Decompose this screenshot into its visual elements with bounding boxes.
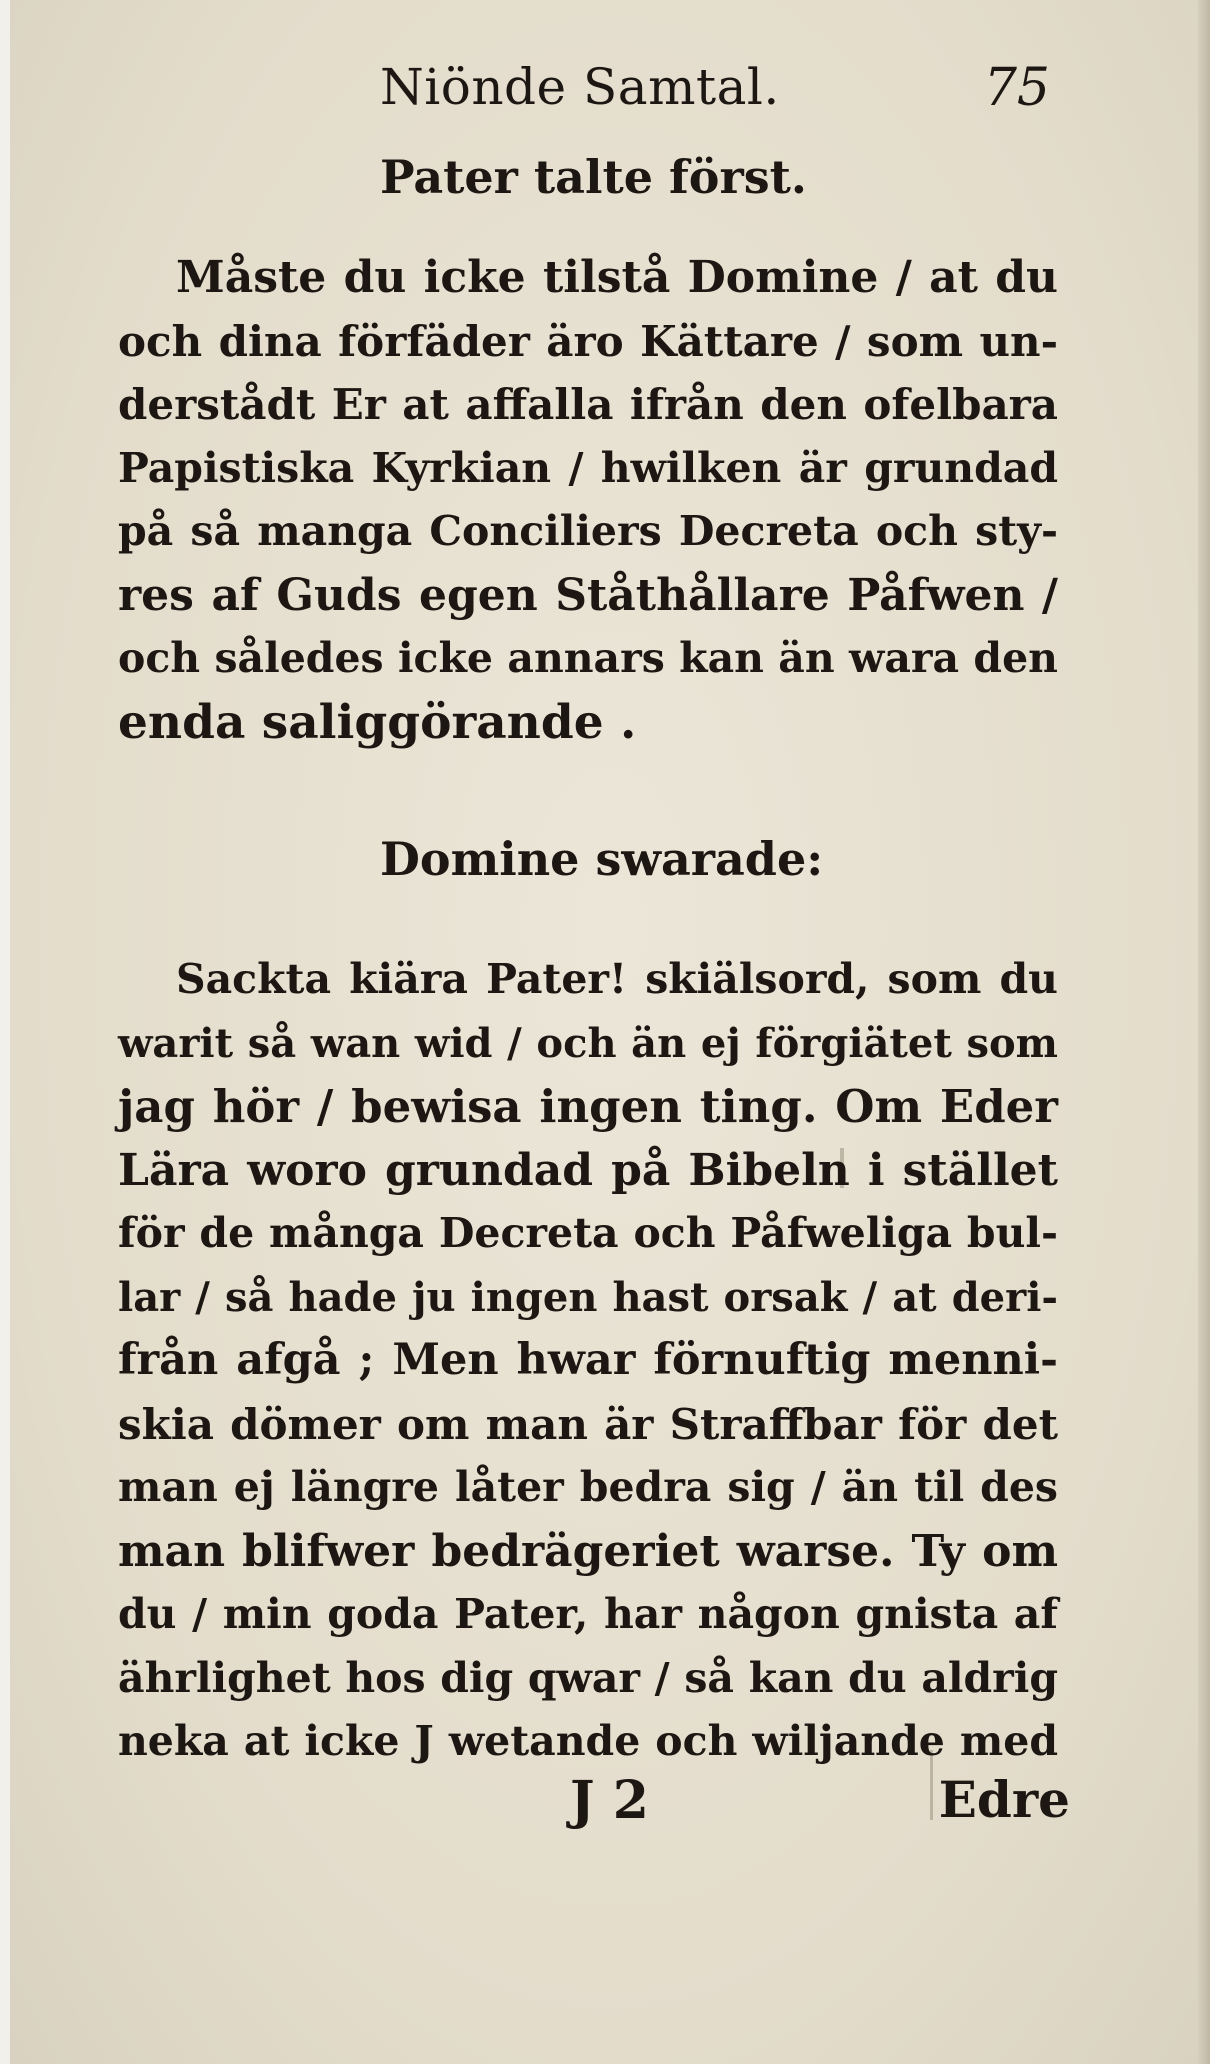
- signature-mark: J 2: [570, 1770, 649, 1831]
- page-header: [370, 58, 1070, 128]
- text-line: du / min goda Pater, har någon gnista af: [118, 1590, 1058, 1638]
- text-line: lar / så hade ju ingen hast orsak / at deri-: [118, 1273, 1058, 1321]
- text-line: skia dömer om man är Straffbar för det: [118, 1399, 1058, 1449]
- text-line: warit så wan wid / och än ej förgiätet som: [118, 1019, 1058, 1067]
- text-line: ährlighet hos dig qwar / så kan du aldrig: [118, 1653, 1058, 1702]
- text-line: Papistiska Kyrkian / hwilken är grundad: [118, 443, 1058, 492]
- text-line: enda saliggörande .: [118, 694, 637, 750]
- text-line: och dina förfäder äro Kättare / som un-: [118, 316, 1058, 366]
- speaker-heading-domine: Domine swarade:: [380, 832, 824, 886]
- paragraph-pater: [118, 246, 1058, 754]
- text-line: från afgå ; Men hwar förnuftig menni-: [118, 1335, 1058, 1385]
- running-title: Niönde Samtal.: [380, 58, 780, 116]
- page-left-edge: [0, 0, 10, 2064]
- text-line: för de många Decreta och Påfweliga bul-: [118, 1209, 1058, 1257]
- paragraph-domine: [118, 948, 1058, 1774]
- text-line: man ej längre låter bedra sig / än til des: [118, 1463, 1058, 1511]
- text-line: Lära woro grundad på Bibeln i stället: [118, 1144, 1058, 1196]
- page-number: 75: [983, 58, 1050, 118]
- text-line: jag hör / bewisa ingen ting. Om Eder: [118, 1080, 1058, 1133]
- text-line: och således icke annars kan än wara den: [118, 634, 1058, 682]
- catchword: Edre: [938, 1770, 1070, 1829]
- text-line: derstådt Er at affalla ifrån den ofelbara: [118, 380, 1058, 429]
- text-line: Måste du icke tilstå Domine / at du: [176, 252, 1058, 303]
- text-line: Sackta kiära Pater! skiälsord, som du: [176, 955, 1058, 1003]
- page-footer: [560, 1770, 1080, 1840]
- page-edge-shadow: [1198, 0, 1210, 2064]
- text-line: res af Guds egen Ståthållare Påfwen /: [118, 569, 1058, 621]
- text-line: neka at icke J wetande och wiljande med: [118, 1717, 1058, 1765]
- text-line: på så manga Conciliers Decreta och sty-: [118, 507, 1058, 555]
- text-line: man blifwer bedrägeriet warse. Ty om: [118, 1525, 1058, 1577]
- speaker-heading-pater: Pater talte först.: [380, 150, 807, 204]
